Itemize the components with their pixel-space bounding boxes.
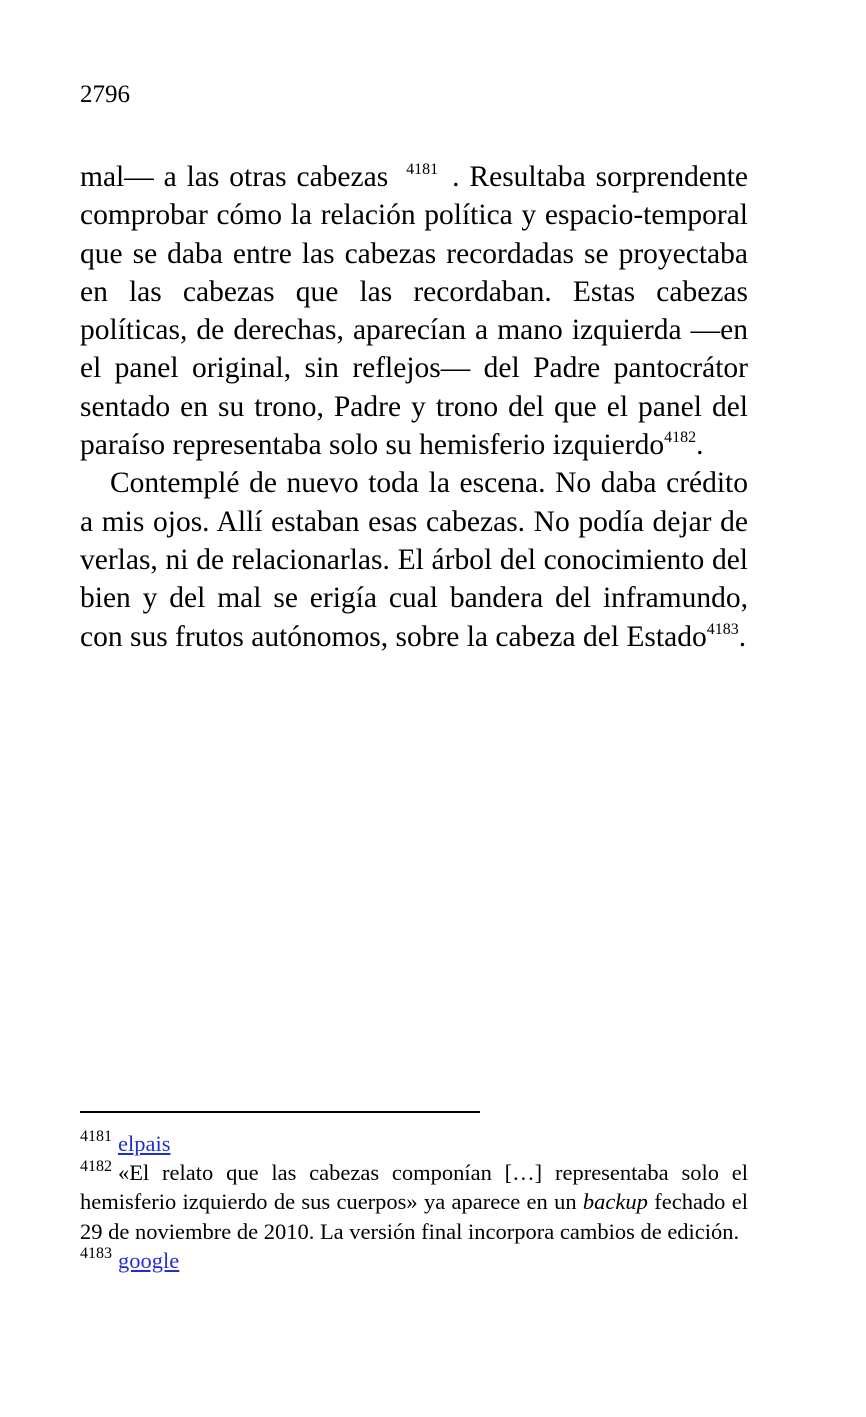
footnote-text-start: «El relato que las cabezas componían […] representaba solo el hemisferio izquierdo de sus cuerpos» ya aparece en un (80, 1160, 748, 1215)
paragraph-1-text-middle: . Resultaba sorprendente comprobar cómo la relación política y espacio-temporal que se daba entre las cabezas recordadas se proyectaba en las cabezas que las recordaban. Estas cabezas políticas, de derechas, aparecían a mano izquierda —en el panel original, sin reflejos— del Padre pantocrátor sentado en su trono, Padre y trono del que el panel del paraíso representaba solo su hemisferio izquierdo (80, 161, 748, 462)
paragraph-1 (80, 158, 748, 464)
footnote-4183 (80, 1246, 748, 1275)
footnotes (80, 1129, 748, 1275)
footnote-link-elpais[interactable]: elpais (118, 1131, 171, 1156)
footnote-number: 4181 (80, 1128, 112, 1146)
footnote-ref-4181[interactable]: 4181 (406, 161, 439, 178)
paragraph-1-text-end: . (696, 429, 704, 462)
footnote-ref-4182[interactable]: 4182 (664, 429, 697, 447)
paragraph-1-text-start: mal— a las otras cabezas (80, 161, 389, 193)
page-number: 2796 (80, 81, 130, 108)
footnote-text-italic: backup (582, 1189, 648, 1215)
footnote-text-end: fechado el 29 de noviembre de 2010. La versión final incorpora cambios de edición. (80, 1189, 748, 1244)
paragraph-2-text: Contemplé de nuevo toda la escena. No daba crédito a mis ojos. Allí estaban esas cabezas. No podía dejar de verlas, ni de relacionarlas. El árbol del conocimiento del bien y del mal se erigía cual bandera del inframundo, con sus frutos autónomos, sobre la cabeza del Estado (80, 467, 748, 653)
footnote-4182 (80, 1158, 748, 1246)
paragraph-2-text-end: . (738, 620, 747, 653)
footnote-link-google[interactable]: google (118, 1247, 180, 1273)
footnote-4181 (80, 1129, 748, 1158)
footnote-separator (80, 1111, 480, 1113)
footnote-ref-4183[interactable]: 4183 (706, 620, 739, 638)
footnote-number: 4182 (80, 1157, 112, 1175)
paragraph-2 (80, 464, 748, 655)
footnote-number: 4183 (80, 1245, 112, 1263)
main-text (80, 158, 748, 656)
